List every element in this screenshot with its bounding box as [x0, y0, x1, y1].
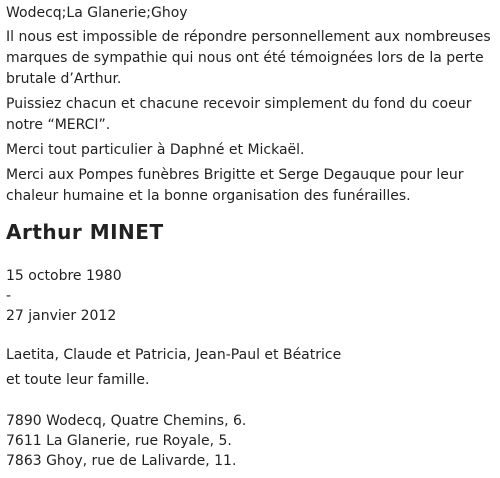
locations-line: Wodecq;La Glanerie;Ghoy: [6, 5, 188, 21]
message-paragraph-3: Merci tout particulier à Daphné et Mickaël.: [6, 142, 305, 158]
thank-you-message: [6, 27, 494, 211]
address-line-1: 7890 Wodecq, Quatre Chemins, 6.: [6, 413, 247, 429]
death-date: 27 janvier 2012: [6, 308, 117, 324]
address-line-2: 7611 La Glanerie, rue Royale, 5.: [6, 433, 232, 449]
message-paragraph-1: Il nous est impossible de répondre personnellement aux nombreuses marques de sympathie qui nous ont été témoignées lors de la perte brutale d’Arthur.: [6, 29, 491, 87]
message-paragraph-4: Merci aux Pompes funèbres Brigitte et Serge Degauque pour leur chaleur humaine et la bonne organisation des funérailles.: [6, 167, 464, 204]
birth-date: 15 octobre 1980: [6, 268, 122, 284]
address-line-3: 7863 Ghoy, rue de Lalivarde, 11.: [6, 453, 237, 469]
date-separator: -: [6, 288, 12, 304]
family-closing: et toute leur famille.: [6, 372, 150, 388]
deceased-name: Arthur MINET: [6, 220, 164, 244]
family-names: Laetita, Claude et Patricia, Jean-Paul et Béatrice: [6, 347, 342, 363]
message-paragraph-2: Puissiez chacun et chacune recevoir simplement du fond du coeur notre “MERCI”.: [6, 96, 472, 133]
